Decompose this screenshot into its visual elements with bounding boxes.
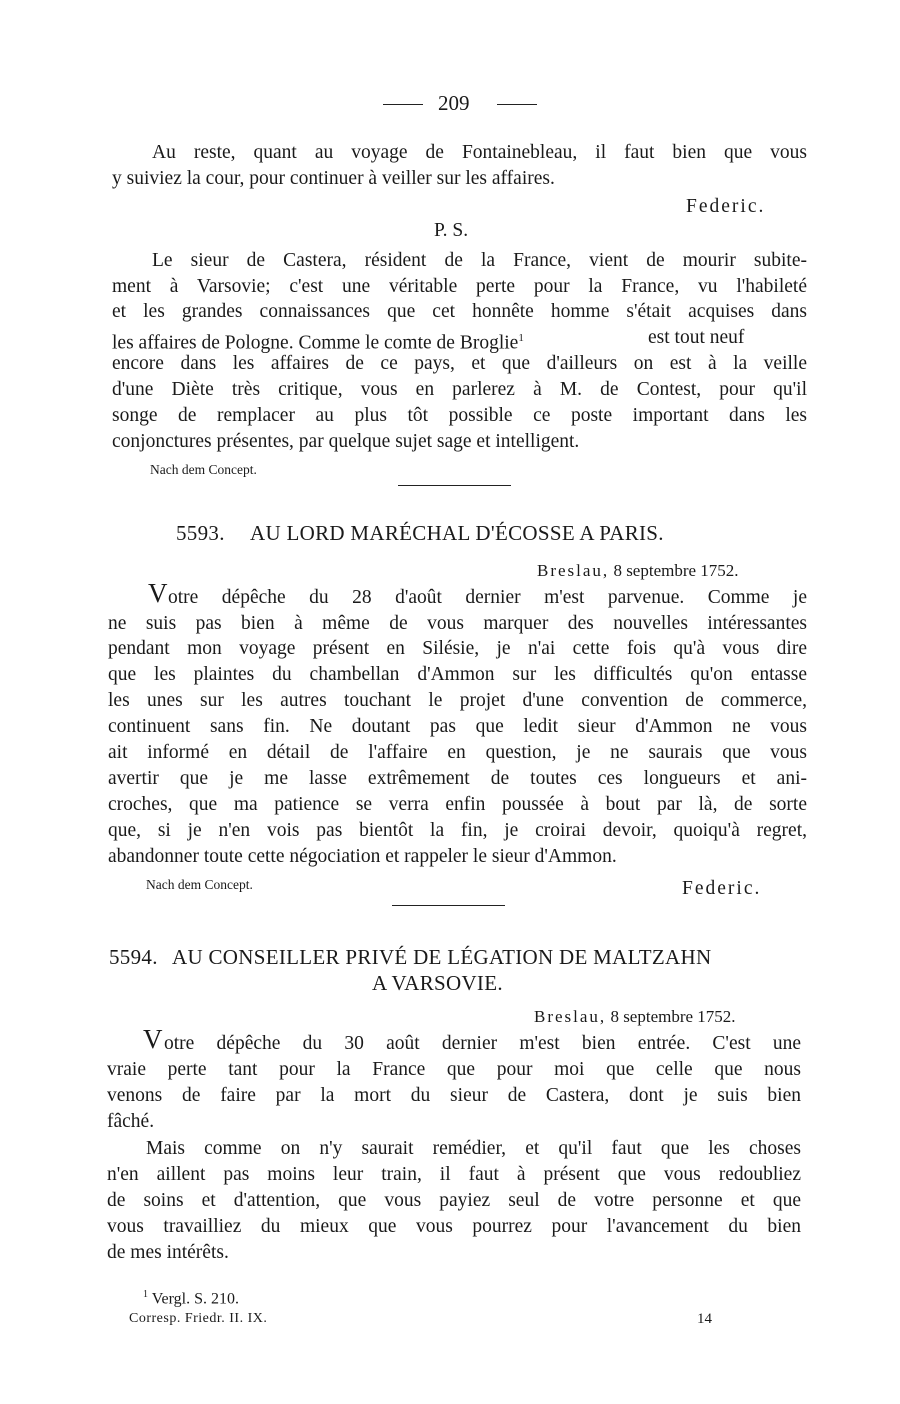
letter-5593-line-8: avertir que je me lasse extrêmement de toutes ces longueurs et ani- xyxy=(108,768,807,789)
letter-5593-line-5: les unes sur les autres touchant le projet d'une convention de commerce, xyxy=(108,690,807,711)
letter-5593-signature: Federic. xyxy=(682,878,762,899)
letter-5593-line-6: continuent sans fin. Ne doutant pas que ledit sieur d'Ammon ne vous xyxy=(108,716,807,737)
letter-5593-line-11: abandonner toute cette négociation et rappeler le sieur d'Ammon. xyxy=(108,846,617,867)
section-divider-2 xyxy=(392,905,505,906)
header-rule-left xyxy=(383,104,423,105)
letter-5593-line-2: ne suis pas bien à même de vous marquer des nouvelles intéressantes xyxy=(108,613,807,634)
letter-5594-heading-line-2: A VARSOVIE. xyxy=(372,971,503,995)
section-divider-1 xyxy=(398,485,511,486)
letter-5593-dateline xyxy=(537,558,739,584)
postscript-line-1: Le sieur de Castera, résident de la France, vient de mourir subite- xyxy=(152,250,807,271)
letter-5594-heading-line-1: AU CONSEILLER PRIVÉ DE LÉGATION DE MALTZAHN xyxy=(172,945,712,969)
letter-5593-line-7: ait informé en détail de l'affaire en question, je ne saurais que vous xyxy=(108,742,807,763)
postscript-line-5: encore dans les affaires de ce pays, et que d'ailleurs on est à la veille xyxy=(112,353,807,374)
letter-5594-line-7: de soins et d'attention, que vous payiez seul de votre personne et que xyxy=(107,1190,801,1211)
header-rule-right xyxy=(497,104,537,105)
postscript-line-7: songe de remplacer au plus tôt possible ce poste important dans les xyxy=(112,405,807,426)
footnote-mark: 1 xyxy=(143,1289,148,1300)
intro-line-1: Au reste, quant au voyage de Fontainebleau, il faut bien que vous xyxy=(152,142,807,163)
letter-5593-source-note: Nach dem Concept. xyxy=(146,877,253,892)
letter-5594-drop-cap: V xyxy=(143,1024,163,1054)
letter-5593-line-9: croches, que ma patience se verra enfin poussée à bout par là, de sorte xyxy=(108,794,807,815)
signature-mark: 14 xyxy=(697,1311,712,1327)
page-number: 209 xyxy=(438,91,470,115)
postscript-heading: P. S. xyxy=(434,220,469,241)
footnote-reference: 1 xyxy=(518,332,524,344)
letter-5593-line-4: que les plaintes du chambellan d'Ammon sur les difficultés qu'on entasse xyxy=(108,664,807,685)
letter-5594-place: Breslau, xyxy=(534,1007,607,1026)
letter-5594-dateline xyxy=(534,1004,736,1030)
postscript-line-4-text: les affaires de Pologne. Comme le comte de Broglie xyxy=(112,332,519,354)
postscript-line-6: d'une Diète très critique, vous en parlerez à M. de Contest, pour qu'il xyxy=(112,379,807,400)
letter-5593-date: 8 septembre 1752. xyxy=(613,561,739,580)
intro-line-2: y suiviez la cour, pour continuer à veiller sur les affaires. xyxy=(112,168,555,189)
letter-5594-line-2: vraie perte tant pour la France que pour moi que celle que nous xyxy=(107,1059,801,1080)
postscript-source-note: Nach dem Concept. xyxy=(150,462,257,477)
letter-5593-line-3: pendant mon voyage présent en Silésie, je n'ai cette fois qu'à vous dire xyxy=(108,638,807,659)
letter-5594-date: 8 septembre 1752. xyxy=(610,1007,736,1026)
letter-5594-number: 5594. xyxy=(109,945,158,969)
letter-5594-line-8: vous travailliez du mieux que vous pourrez pour l'avancement du bien xyxy=(107,1216,801,1237)
postscript-line-4-end: est tout neuf xyxy=(648,327,745,348)
postscript-line-3: et les grandes connaissances que cet honnête homme s'était acquises dans xyxy=(112,301,807,322)
letter-5594-line-1: otre dépêche du 30 août dernier m'est bien entrée. C'est une xyxy=(164,1033,801,1054)
letter-5593-heading: AU LORD MARÉCHAL D'ÉCOSSE A PARIS. xyxy=(250,521,664,545)
letter-5593-drop-cap: V xyxy=(148,578,168,608)
postscript-line-2: ment à Varsovie; c'est une véritable perte pour la France, vu l'habileté xyxy=(112,276,807,297)
letter-5593-line-1: otre dépêche du 28 d'août dernier m'est parvenue. Comme je xyxy=(168,587,807,608)
letter-5594-line-5: Mais comme on n'y saurait remédier, et qu'il faut que les choses xyxy=(146,1138,801,1159)
letter-5593-number: 5593. xyxy=(176,521,225,545)
letter-5594-line-9: de mes intérêts. xyxy=(107,1242,229,1263)
postscript-line-8: conjonctures présentes, par quelque sujet sage et intelligent. xyxy=(112,431,580,452)
letter-5593-line-10: que, si je n'en vois pas bientôt la fin, je croirai devoir, quoiqu'à regret, xyxy=(108,820,807,841)
letter-5594-line-3: venons de faire par la mort du sieur de Castera, dont je suis bien xyxy=(107,1085,801,1106)
letter-5594-line-6: n'en aillent pas moins leur train, il faut à présent que vous redoubliez xyxy=(107,1164,801,1185)
intro-signature: Federic. xyxy=(686,196,766,217)
footnote-text: Vergl. S. 210. xyxy=(151,1290,239,1308)
letter-5594-line-4: fâché. xyxy=(107,1111,155,1132)
letter-5593-place: Breslau, xyxy=(537,561,610,580)
series-title: Corresp. Friedr. II. IX. xyxy=(129,1311,268,1326)
